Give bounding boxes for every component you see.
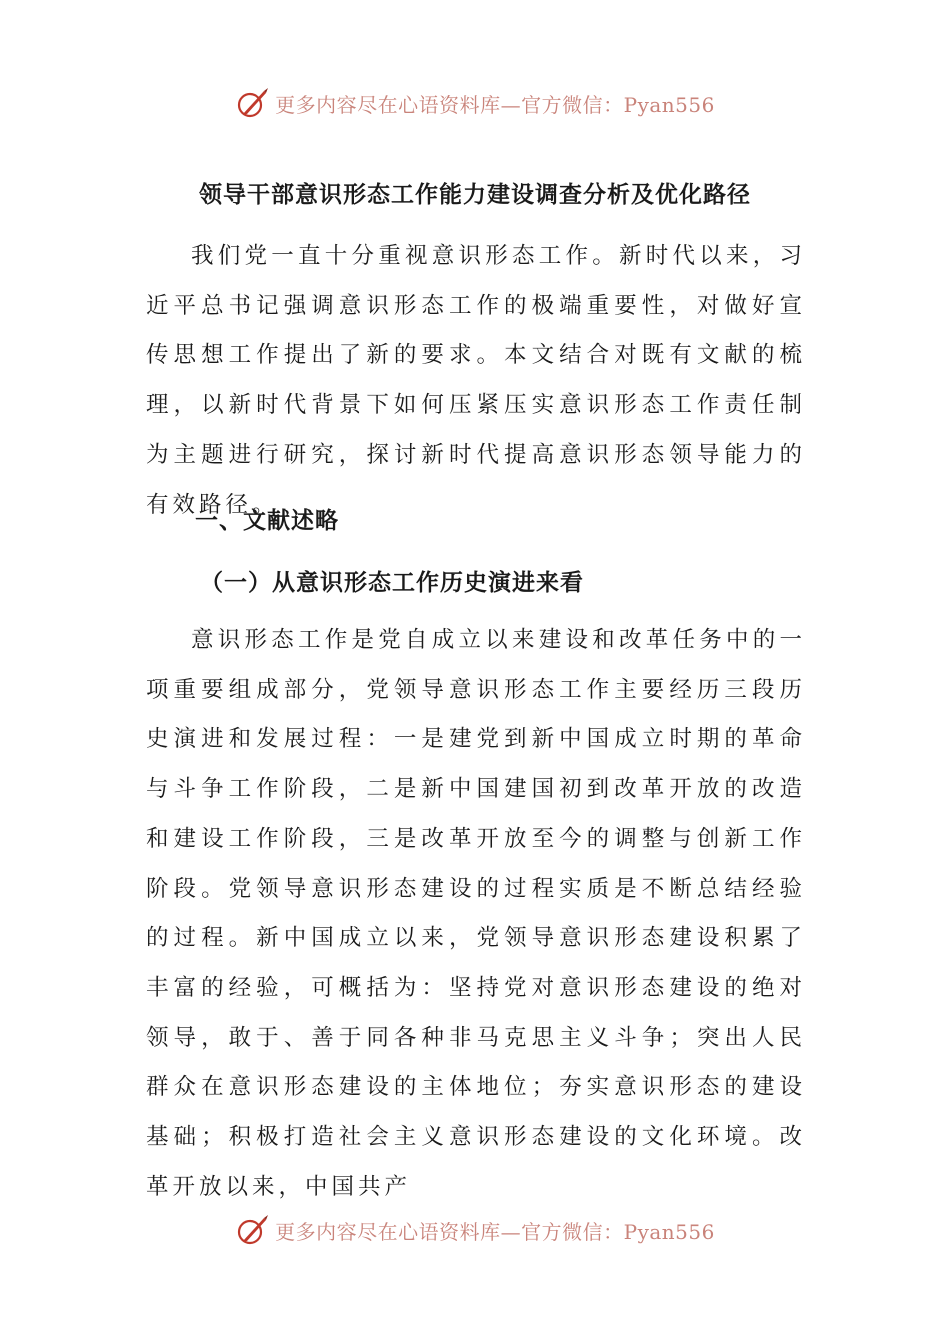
quill-pen-circle-logo — [235, 86, 269, 120]
section-heading: 一、文献述略 — [195, 507, 339, 534]
body-paragraph: 意识形态工作是党自成立以来建设和改革任务中的一项重要组成部分，党领导意识形态工作主要经历三段历史演进和发展过程：一是建党到新中国成立时期的革命与斗争工作阶段，二是新中国建国初到改革开放的改造和建设工作阶段，三是改革开放至今的调整与创新工作阶段。党领导意识形态建设的过程实质是不断总结经验的过程。新中国成立以来，党领导意识形态建设积累了丰富的经验，可概括为：坚持党对意识形态建设的绝对领导，敢于、善于同各种非马克思主义斗争；突出人民群众在意识形态建设的主体地位；夯实意识形态的建设基础；积极打造社会主义意识形态建设的文化环境。改革开放以来，中国共产 — [146, 627, 806, 1200]
quill-pen-circle-logo — [235, 1213, 269, 1247]
intro-paragraph: 我们党一直十分重视意识形态工作。新时代以来，习近平总书记强调意识形态工作的极端重要性，对做好宣传思想工作提出了新的要求。本文结合对既有文献的梳理，以新时代背景下如何压紧压实意识形态工作责任制为主题进行研究，探讨新时代提高意识形态领导能力的有效路径。 — [146, 243, 806, 518]
footer-banner — [0, 1210, 950, 1250]
document-title: 领导干部意识形态工作能力建设调查分析及优化路径 — [199, 181, 751, 208]
subsection-heading: （一）从意识形态工作历史演进来看 — [200, 569, 584, 596]
banner-text: 更多内容尽在心语资料库—官方微信：Pyan556 — [275, 1219, 715, 1244]
header-banner — [0, 83, 950, 123]
banner-text: 更多内容尽在心语资料库—官方微信：Pyan556 — [275, 92, 715, 117]
